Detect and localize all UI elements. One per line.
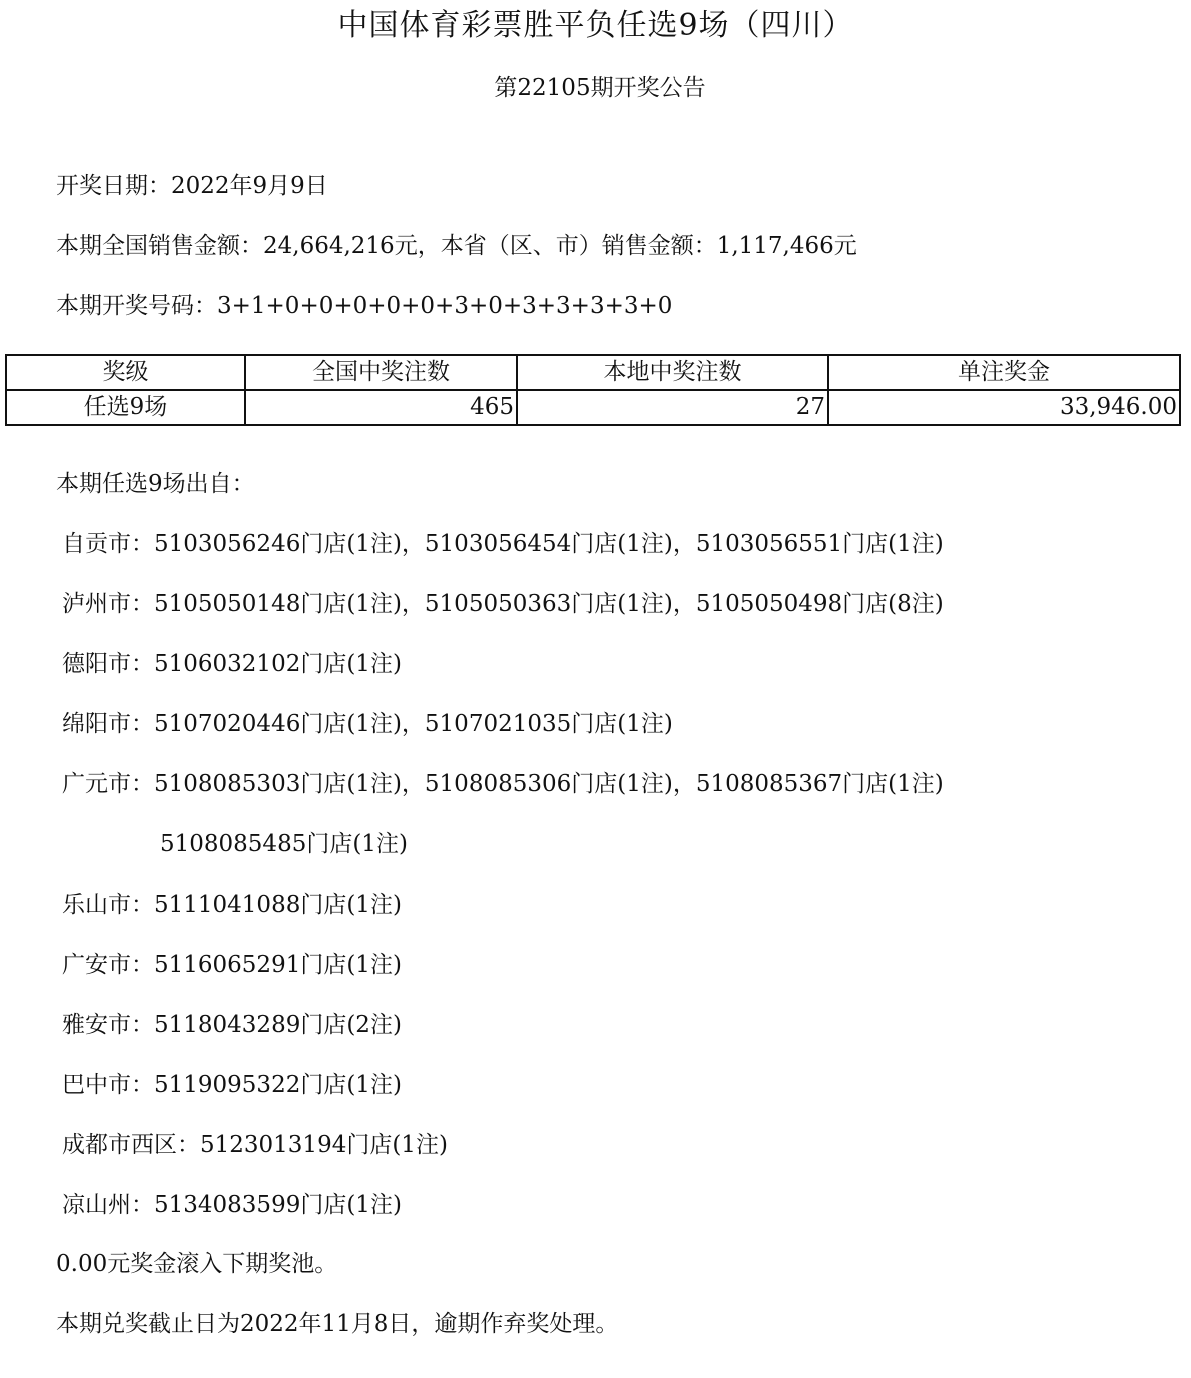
shop-line-bazhong: 巴中市：5119095322门店(1注) — [62, 1072, 402, 1098]
shop-line-guangyuan-cont: 5108085485门店(1注) — [160, 831, 408, 857]
table-row — [6, 390, 1180, 425]
rollover-note: 0.00元奖金滚入下期奖池。 — [56, 1251, 338, 1277]
deadline-note: 本期兑奖截止日为2022年11月8日，逾期作弃奖处理。 — [56, 1311, 619, 1337]
winning-numbers: 本期开奖号码：3+1+0+0+0+0+0+3+0+3+3+3+3+0 — [56, 293, 673, 319]
shop-line-guangyuan: 广元市：5108085303门店(1注)，5108085306门店(1注)，5108085367门店(1注) — [62, 771, 944, 797]
shop-line-luzhou: 泸州市：5105050148门店(1注)，5105050363门店(1注)，5105050498门店(8注) — [62, 591, 944, 617]
shop-line-zigong: 自贡市：5103056246门店(1注)，5103056454门店(1注)，5103056551门店(1注) — [62, 531, 944, 557]
header-level: 奖级 — [6, 355, 245, 390]
prize-table — [5, 354, 1181, 426]
draw-date: 开奖日期：2022年9月9日 — [56, 173, 328, 199]
cell-local-count: 27 — [517, 390, 828, 425]
cell-national-count: 465 — [245, 390, 517, 425]
sales-amount: 本期全国销售金额：24,664,216元，本省（区、市）销售金额：1,117,466元 — [56, 233, 857, 259]
table-header-row — [6, 355, 1180, 390]
header-national-count: 全国中奖注数 — [245, 355, 517, 390]
shop-line-mianyang: 绵阳市：5107020446门店(1注)，5107021035门店(1注) — [62, 711, 673, 737]
cell-prize-amount: 33,946.00 — [828, 390, 1180, 425]
shop-line-leshan: 乐山市：5111041088门店(1注) — [62, 892, 402, 918]
shop-line-chengdu-west: 成都市西区：5123013194门店(1注) — [62, 1132, 448, 1158]
cell-level: 任选9场 — [6, 390, 245, 425]
header-prize-amount: 单注奖金 — [828, 355, 1180, 390]
header-local-count: 本地中奖注数 — [517, 355, 828, 390]
shops-intro: 本期任选9场出自： — [56, 471, 255, 497]
page-subtitle: 第22105期开奖公告 — [494, 75, 706, 101]
shop-line-guangan: 广安市：5116065291门店(1注) — [62, 952, 402, 978]
shop-line-liangshan: 凉山州：5134083599门店(1注) — [62, 1192, 402, 1218]
page-title: 中国体育彩票胜平负任选9场（四川） — [337, 8, 854, 43]
shop-line-yaan: 雅安市：5118043289门店(2注) — [62, 1012, 402, 1038]
shop-line-deyang: 德阳市：5106032102门店(1注) — [62, 651, 402, 677]
